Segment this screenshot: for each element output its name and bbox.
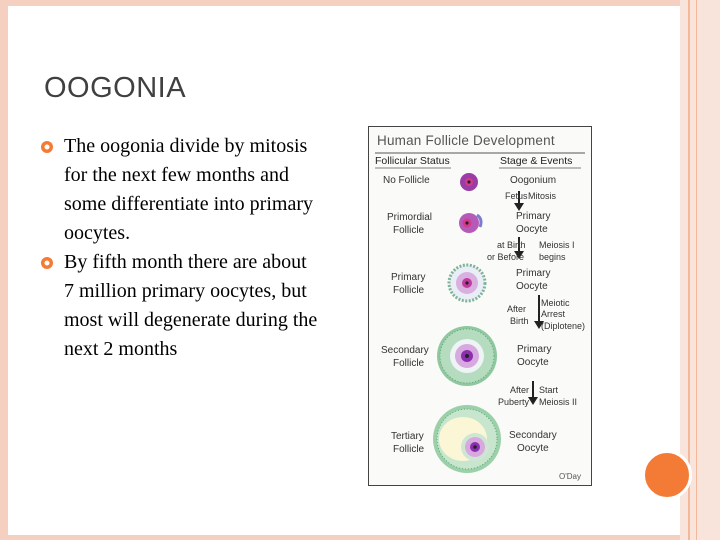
stage-label: Primary [517,344,552,355]
event-label: Arrest [541,309,566,319]
primordial-follicle-icon [459,213,481,233]
event-label: Meiosis I [539,240,575,250]
right-decorative-line-thin [696,0,697,540]
event-label: Puberty [498,397,530,407]
left-label: Primordial [387,212,433,223]
event-arrow-4 [528,381,538,405]
event-label: Mitosis [528,191,557,201]
bottom-border [0,535,720,540]
event-label: After [510,385,530,395]
bullet-item [40,248,320,364]
event-label: Meiosis II [539,397,578,407]
stage-label: Oocyte [517,443,549,454]
stage-label: Oocyte [517,357,549,368]
bullet-text-2: By fifth month there are about 7 million primary oocytes, but most will degenerate during the next 2 months [64,251,318,360]
event-label: or Before [487,252,525,262]
bullet-text-1: The oogonia divide by mitosis for the next few months and some differentiate into primary oocytes. [64,135,313,244]
primary-follicle-icon [449,265,485,301]
left-label: Tertiary [391,431,424,442]
bullet-gear-icon [40,140,54,154]
oogonium-cell-icon [460,173,478,191]
secondary-follicle-icon [437,326,497,386]
left-label: Follicle [393,225,425,236]
orange-circle-decoration [642,450,692,500]
stage-label: Oocyte [516,224,548,235]
stage-label: Primary [516,211,551,222]
stage-label: Primary [516,268,551,279]
stage-label: Oogonium [510,175,557,186]
bullet-gear-icon [40,256,54,270]
left-border [0,0,8,540]
left-label: No Follicle [383,175,430,186]
event-label: After [507,304,527,314]
event-label: Start [539,385,559,395]
event-label: begins [539,252,566,262]
event-label: Birth [510,316,529,326]
stage-label: Secondary [509,430,557,441]
event-label: at Birth [497,240,526,250]
event-label: Fetus [505,191,528,201]
event-label: (Diplotene) [541,321,586,331]
column-header-right: Stage & Events [500,155,573,167]
right-decorative-line [688,0,690,540]
event-label: Meiotic [541,298,570,308]
left-label: Primary [391,272,426,283]
figure-title: Human Follicle Development [377,133,555,148]
follicle-development-figure [368,126,592,486]
column-header-left: Follicular Status [375,155,450,167]
left-label: Follicle [393,285,425,296]
stage-label: Oocyte [516,281,548,292]
figure-credit: O'Day [559,472,581,481]
slide-title: OOGONIA [44,72,187,104]
left-label: Follicle [393,358,425,369]
left-label: Secondary [381,345,429,356]
left-label: Follicle [393,444,425,455]
bullet-list [40,132,320,364]
bullet-item [40,132,320,248]
tertiary-follicle-icon [433,405,501,473]
